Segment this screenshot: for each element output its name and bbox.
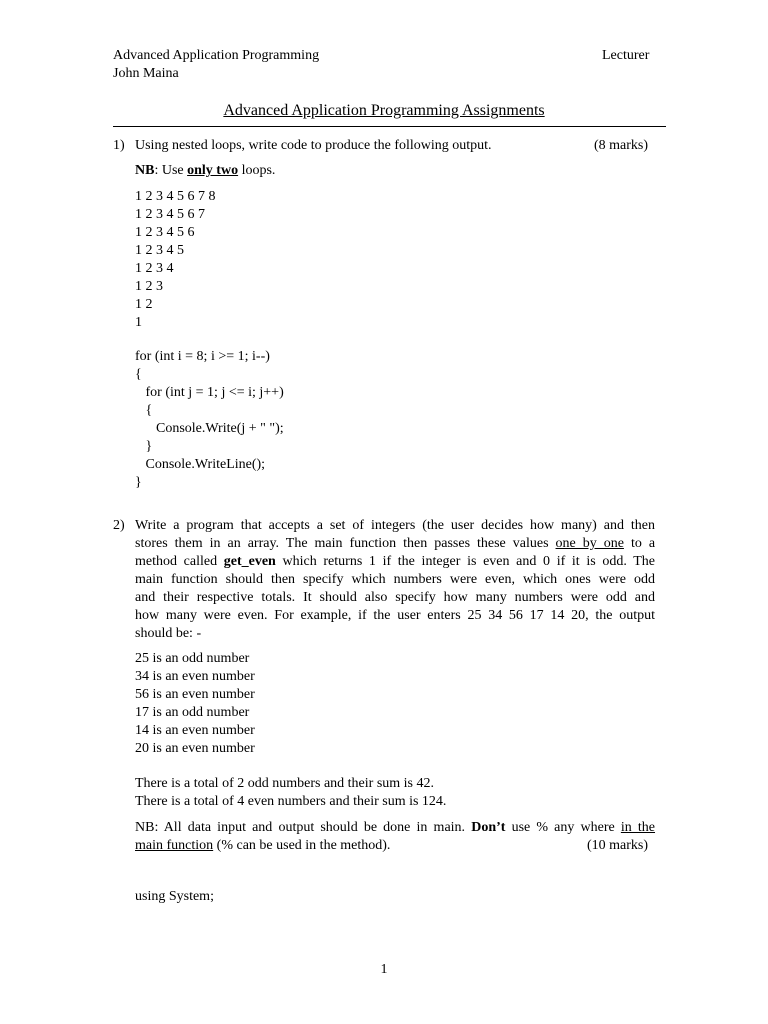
q1-output-line: 1 2 3 4 5 6 7 8 [135,189,216,204]
title-rule [113,126,666,127]
q1-note [135,162,275,180]
q1-output-line: 1 2 [135,297,153,312]
header-course: Advanced Application Programming [113,48,320,63]
q2-line2-emphasis: one by one [555,536,624,551]
q1-output-line: 1 2 3 4 5 6 7 [135,207,205,222]
q2-total-line: There is a total of 4 even numbers and their sum is 124. [135,794,447,809]
header-lecturer-role: Lecturer [602,48,650,63]
q2-paragraph-line [135,535,655,553]
q2-output-line: 14 is an even number [135,723,255,738]
q1-output-line: 1 2 3 4 5 6 [135,225,195,240]
q1-output-line: 1 [135,315,142,330]
q1-note-post: loops. [238,163,276,178]
q1-code-line: Console.WriteLine(); [135,457,266,472]
q1-prompt: Using nested loops, write code to produce the following output. [135,138,492,153]
q2-note-post: (% can be used in the method). [216,838,391,853]
q1-output-line: 1 2 3 [135,279,163,294]
q1-code-line: Console.Write(j + " "); [135,421,284,436]
page-title: Advanced Application Programming Assignments [223,102,545,119]
q1-number: 1) [113,138,125,153]
q2-output-line: 56 is an even number [135,687,255,702]
q2-number: 2) [113,518,125,533]
q2-marks: (10 marks) [587,838,649,853]
q2-line2-text: stores them in an array. The main function then passes these values [135,536,549,551]
q1-code-line: for (int j = 1; j <= i; j++) [135,385,284,400]
q2-note-bold: Don’t [471,820,506,835]
q1-code-line: { [135,367,142,382]
page-number: 1 [380,962,388,977]
q2-paragraph-line: and their respective totals. It should also specify how many numbers were odd and [135,590,655,605]
q2-paragraph-line: Write a program that accepts a set of integers (the user decides how many) and then [135,518,655,533]
q2-paragraph-line [135,553,655,571]
q2-paragraph-line: main function should then specify which numbers were even, which ones were odd [135,572,655,587]
q1-note-emphasis: only two [187,163,239,178]
q1-note-pre: : Use [154,163,188,178]
q1-marks: (8 marks) [594,138,649,153]
q1-output-line: 1 2 3 4 5 [135,243,184,258]
q2-code-start: using System; [135,889,214,904]
q2-note-emphasis-2: main function [135,838,214,853]
q1-note-label: NB [135,163,155,178]
q1-code-line: } [135,475,142,490]
q2-total-line: There is a total of 2 odd numbers and their sum is 42. [135,776,434,791]
q1-code-line: { [135,403,153,418]
q2-paragraph-line: should be: - [135,626,202,641]
header-lecturer-name: John Maina [113,66,179,81]
q2-note-emphasis: in the [620,820,656,835]
q2-output-line: 20 is an even number [135,741,255,756]
q2-note-pre: NB: All data input and output should be done in main. [135,820,466,835]
q2-note-mid: use % any where [511,820,615,835]
q2-note-line [135,819,655,837]
q1-code-line: for (int i = 8; i >= 1; i--) [135,349,270,364]
q2-output-line: 17 is an odd number [135,705,250,720]
q2-paragraph-line: how many were even. For example, if the user enters 25 34 56 17 14 20, the output [135,608,655,623]
q2-line3-text: method called [135,554,218,569]
q2-output-line: 25 is an odd number [135,651,250,666]
q1-output-line: 1 2 3 4 [135,261,174,276]
q2-note-line-2 [135,837,390,855]
q1-code-line: } [135,439,153,454]
q2-line3-post: which returns 1 if the integer is even and 0 if it is odd. The [282,554,656,569]
q2-method-name: get_even [223,554,276,569]
q2-line2-post: to a [630,536,656,551]
q2-output-line: 34 is an even number [135,669,255,684]
